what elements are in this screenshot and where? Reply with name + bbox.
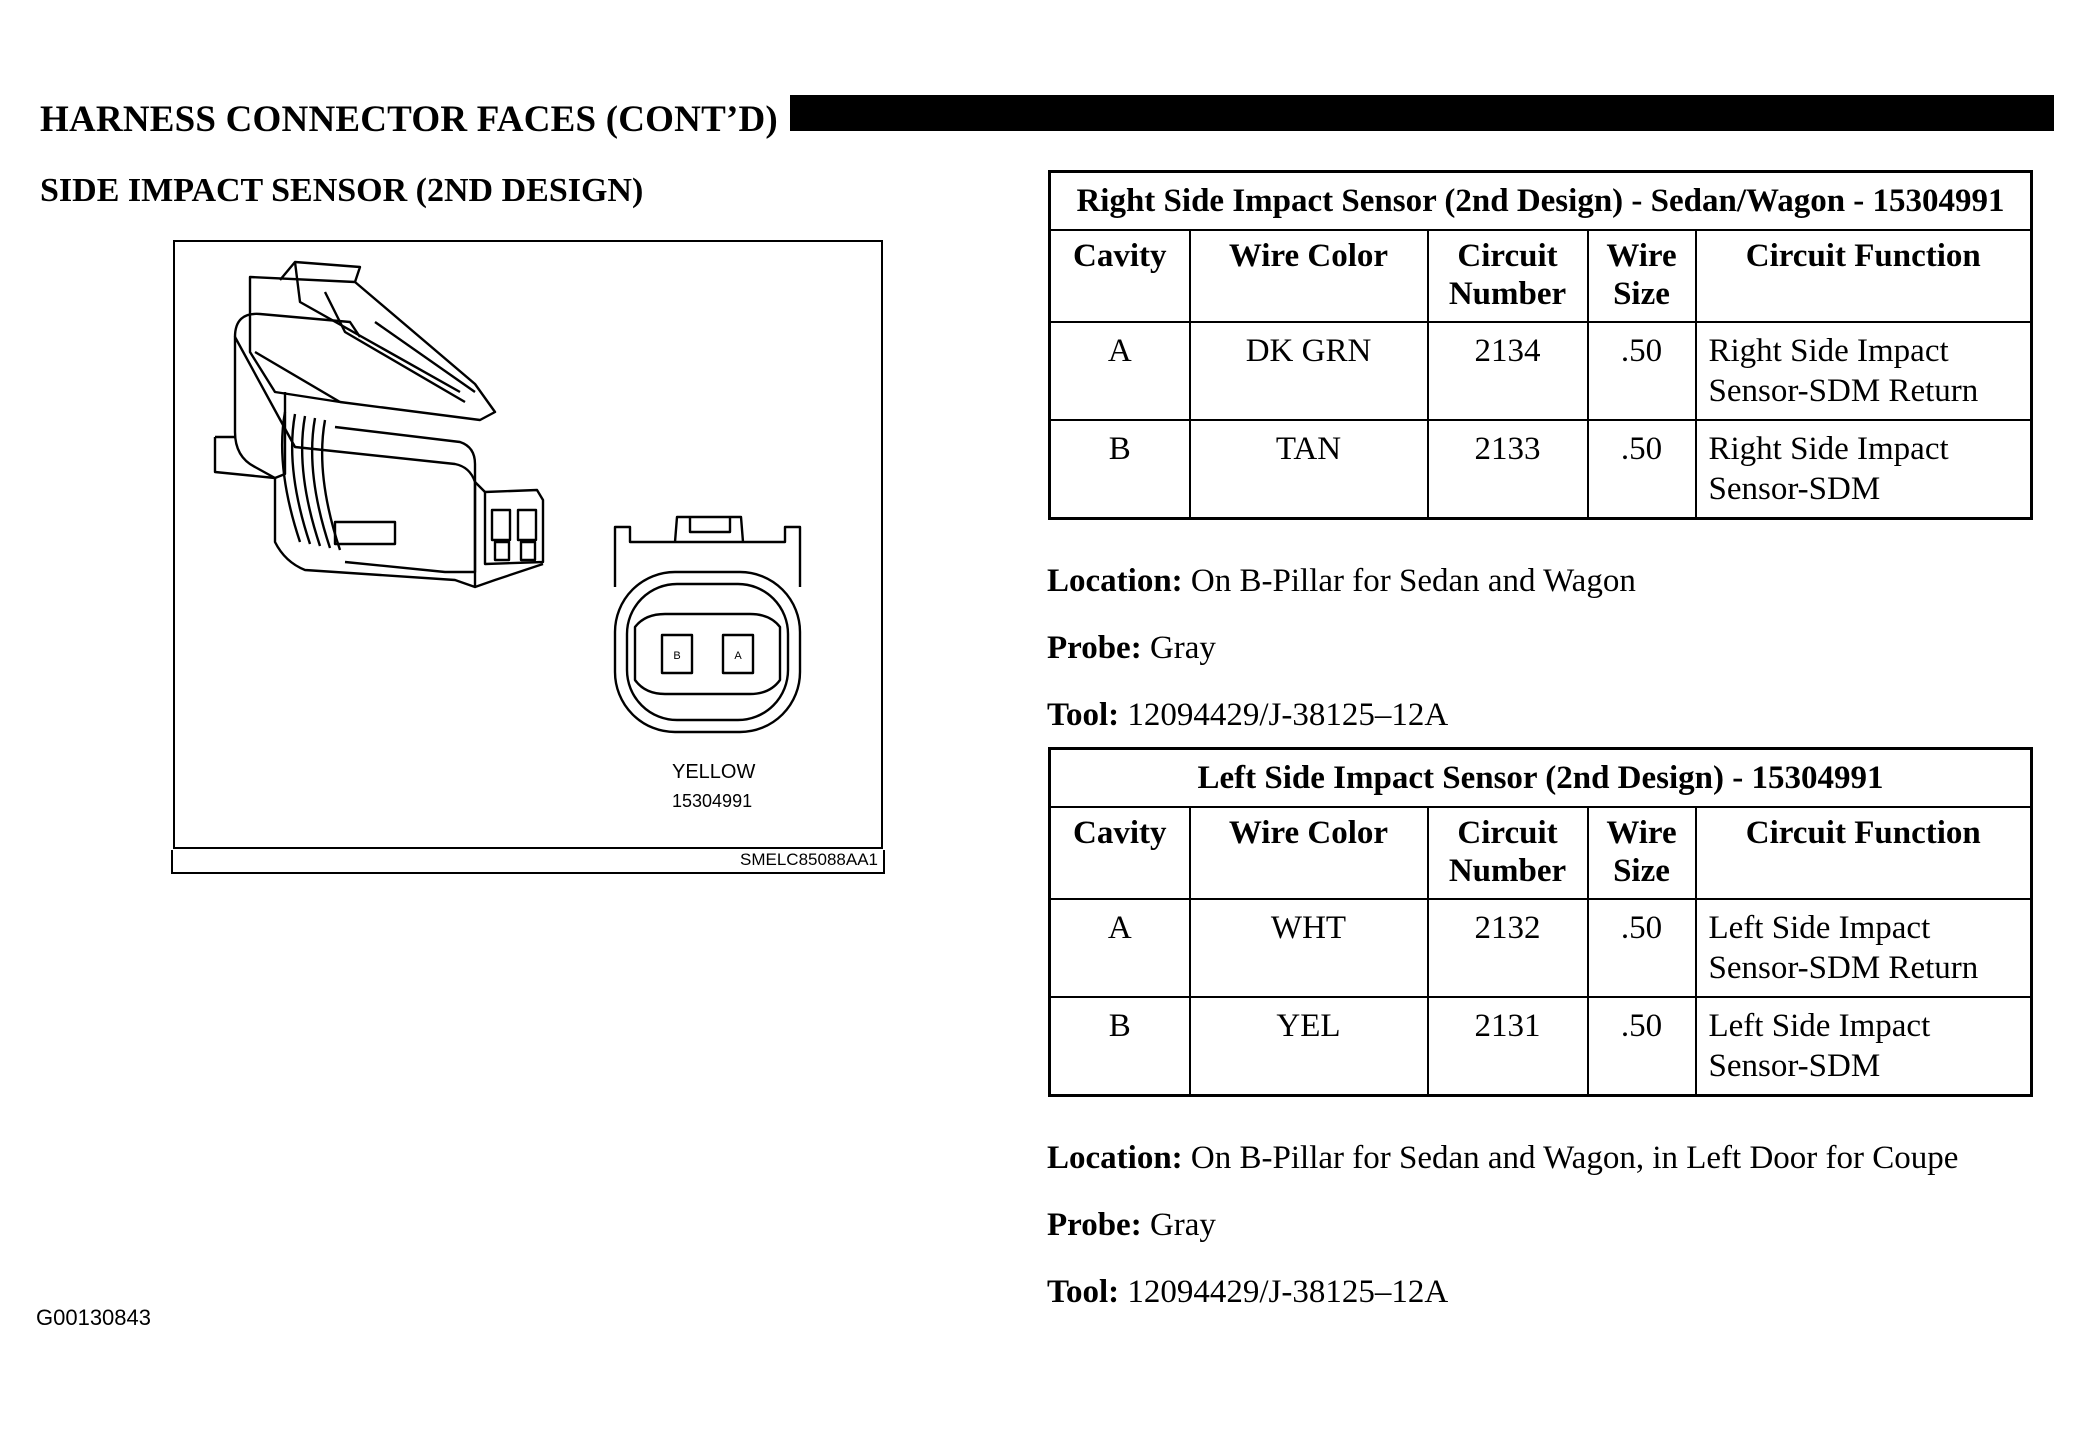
cell-cavity: A (1050, 899, 1190, 997)
table-row (1050, 322, 2032, 420)
left-tool-note: Tool: 12094429/J-38125–12A (1047, 1274, 1449, 1310)
right-sensor-pinout-table (1048, 170, 2033, 520)
col-header-cavity: Cavity (1050, 807, 1190, 899)
right-probe-note: Probe: Gray (1047, 630, 1216, 666)
cell-size: .50 (1588, 322, 1696, 420)
table-caption: Right Side Impact Sensor (2nd Design) - Sedan/Wagon - 15304991 (1050, 172, 2032, 231)
cavity-label-a: A (734, 650, 742, 662)
cell-function: Left Side Impact Sensor-SDM (1696, 997, 2032, 1095)
connector-illustration (175, 242, 881, 847)
cell-function: Left Side Impact Sensor-SDM Return (1696, 899, 2032, 997)
cell-circuit: 2131 (1428, 997, 1588, 1095)
table-caption: Left Side Impact Sensor (2nd Design) - 15304991 (1050, 749, 2032, 808)
cell-circuit: 2134 (1428, 322, 1588, 420)
cell-wire-color: TAN (1190, 420, 1428, 518)
cell-wire-color: YEL (1190, 997, 1428, 1095)
connector-part-number: 15304991 (672, 791, 753, 811)
cavity-label-b: B (673, 650, 681, 662)
cell-cavity: B (1050, 997, 1190, 1095)
connector-front-face (335, 427, 475, 572)
right-location-note: Location: On B-Pillar for Sedan and Wagon (1047, 563, 1636, 599)
col-header-wire-size: Wire Size (1588, 807, 1696, 899)
table-row (1050, 899, 2032, 997)
connector-body (235, 337, 475, 587)
cell-wire-color: WHT (1190, 899, 1428, 997)
header-title: HARNESS CONNECTOR FACES (CONT’D) (40, 99, 778, 140)
cell-cavity: A (1050, 322, 1190, 420)
table-row (1050, 420, 2032, 518)
document-id: G00130843 (36, 1305, 151, 1330)
left-location-note: Location: On B-Pillar for Sedan and Wagon, in Left Door for Coupe (1047, 1140, 1959, 1176)
figure-caption-strip (171, 850, 885, 874)
connector-color-label: YELLOW (672, 761, 756, 783)
col-header-circuit-number: Circuit Number (1428, 230, 1588, 322)
col-header-wire-color: Wire Color (1190, 807, 1428, 899)
right-tool-note: Tool: 12094429/J-38125–12A (1047, 697, 1449, 733)
col-header-circuit-function: Circuit Function (1696, 807, 2032, 899)
figure-code: SMELC85088AA1 (740, 850, 878, 869)
cell-function: Right Side Impact Sensor-SDM (1696, 420, 2032, 518)
col-header-wire-color: Wire Color (1190, 230, 1428, 322)
cell-size: .50 (1588, 997, 1696, 1095)
col-header-wire-size: Wire Size (1588, 230, 1696, 322)
cell-function: Right Side Impact Sensor-SDM Return (1696, 322, 2032, 420)
cell-circuit: 2133 (1428, 420, 1588, 518)
left-probe-note: Probe: Gray (1047, 1207, 1216, 1243)
table-header-row (1050, 230, 2032, 322)
left-sensor-pinout-table (1048, 747, 2033, 1097)
cell-size: .50 (1588, 899, 1696, 997)
connector-face-view (615, 517, 800, 732)
col-header-circuit-number: Circuit Number (1428, 807, 1588, 899)
connector-figure (173, 240, 883, 849)
cell-circuit: 2132 (1428, 899, 1588, 997)
cell-size: .50 (1588, 420, 1696, 518)
col-header-cavity: Cavity (1050, 230, 1190, 322)
cell-wire-color: DK GRN (1190, 322, 1428, 420)
header-bar (790, 95, 2054, 131)
table-row (1050, 997, 2032, 1095)
table-header-row (1050, 807, 2032, 899)
cell-cavity: B (1050, 420, 1190, 518)
section-title: SIDE IMPACT SENSOR (2ND DESIGN) (40, 172, 644, 209)
col-header-circuit-function: Circuit Function (1696, 230, 2032, 322)
